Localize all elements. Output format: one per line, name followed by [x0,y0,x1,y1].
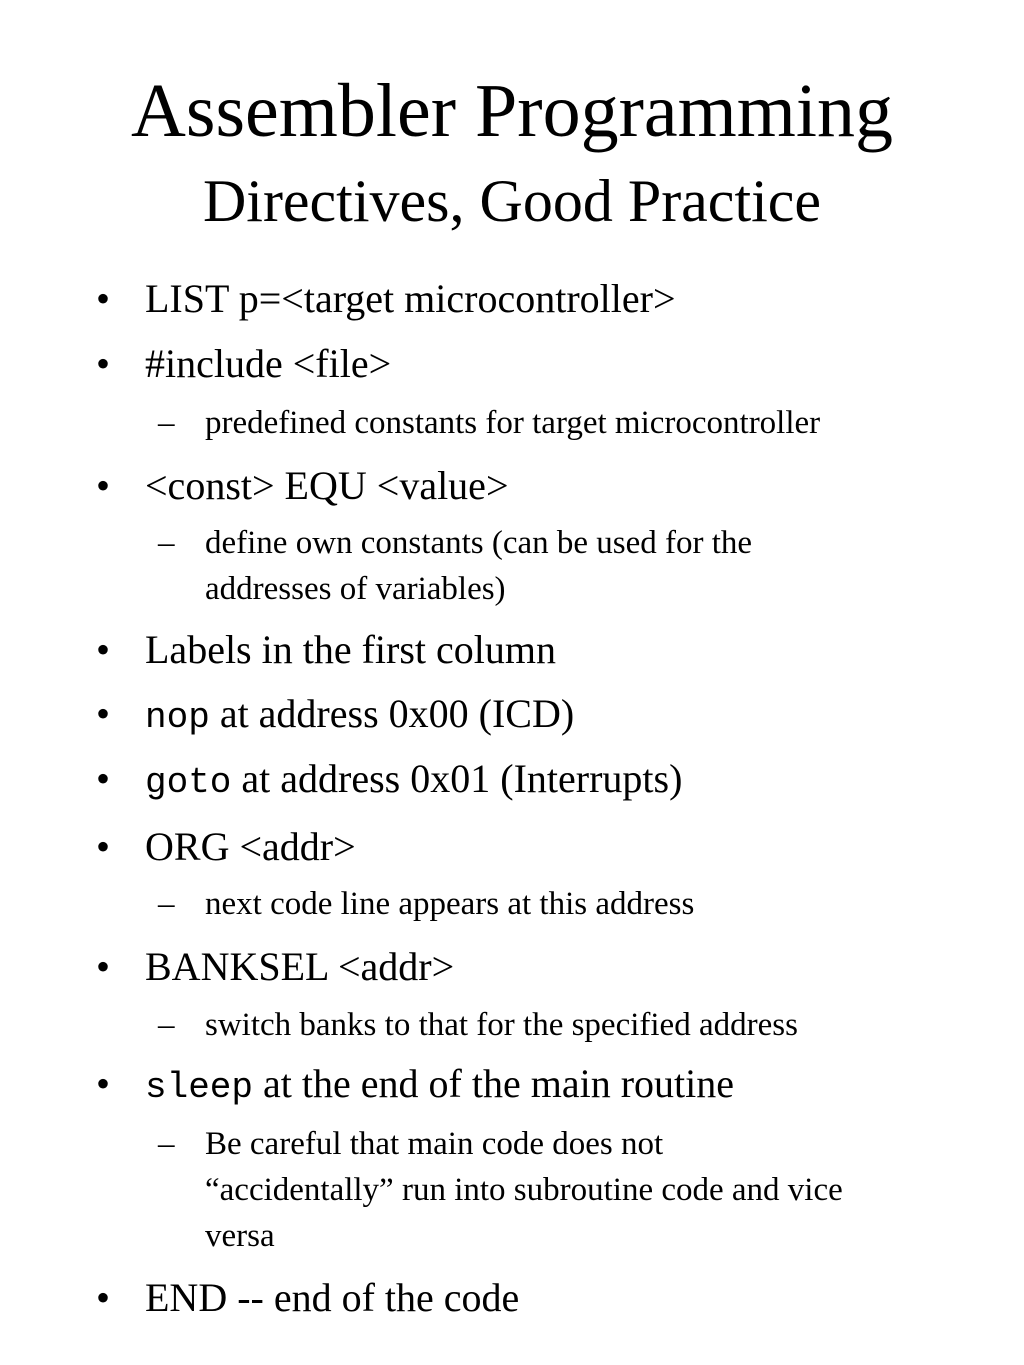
bullet-marker: • [96,341,111,386]
bullet-marker: • [96,627,111,672]
sub-text-line1: Be careful that main code does not [205,1126,664,1162]
bullet-text [145,1060,734,1112]
bullet-marker: • [96,1275,111,1320]
bullet-marker: • [96,756,111,801]
code-keyword: sleep [145,1067,254,1108]
bullet-marker: • [96,463,111,508]
slide-subtitle: Directives, Good Practice [202,168,822,234]
bullet-text: END -- end of the code [145,1275,520,1320]
dash-marker: – [158,405,175,441]
sub-text: next code line appears at this address [205,886,695,922]
bullet-marker: • [96,1061,111,1106]
dash-marker: – [158,886,175,922]
sub-text: switch banks to that for the specified address [205,1007,798,1043]
sub-text-line3: versa [205,1218,275,1254]
bullet-text-rest: at address 0x01 (Interrupts) [231,756,683,801]
code-keyword: nop [145,697,210,738]
bullet-text: Labels in the first column [145,627,557,672]
bullet-text [145,755,682,807]
bullet-marker: • [96,944,111,989]
bullet-text: <const> EQU <value> [145,463,509,508]
bullet-text: #include <file> [145,341,392,386]
bullet-marker: • [96,691,111,736]
bullet-text: BANKSEL <addr> [145,944,455,989]
dash-marker: – [158,1126,175,1162]
bullet-text-rest: at address 0x00 (ICD) [209,691,575,736]
bullet-text [145,690,574,742]
slide-title: Assembler Programming [130,69,893,153]
sub-text-line1: define own constants (can be used for the [205,525,753,561]
bullet-text: ORG <addr> [145,824,356,869]
sub-text-line2: addresses of variables) [205,571,506,607]
sub-text: predefined constants for target microcontroller [205,405,821,441]
bullet-marker: • [96,824,111,869]
sub-text-line2: “accidentally” run into subroutine code and vice [205,1172,843,1208]
code-keyword: goto [145,762,232,803]
bullet-marker: • [96,276,111,321]
dash-marker: – [158,525,175,561]
bullet-text-rest: at the end of the main routine [253,1061,734,1106]
dash-marker: – [158,1007,175,1043]
bullet-text: LIST p=<target microcontroller> [145,276,676,321]
